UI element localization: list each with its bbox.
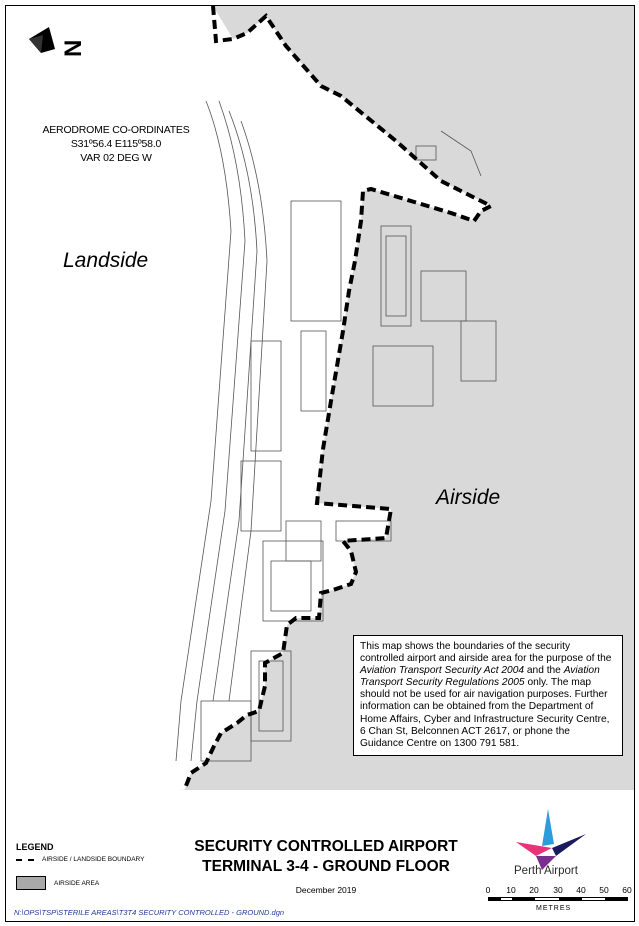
notice-text-2: and the xyxy=(524,665,564,677)
map-title-line-2: TERMINAL 3-4 - GROUND FLOOR xyxy=(202,858,450,875)
map-title-line-1: SECURITY CONTROLLED AIRPORT xyxy=(194,838,458,855)
legend-dash-swatch xyxy=(16,859,34,861)
scale-segment xyxy=(489,898,501,900)
airside-label: Airside xyxy=(436,486,501,509)
scale-ticks xyxy=(484,885,634,895)
north-label: N xyxy=(60,39,87,57)
notice-box xyxy=(353,635,623,756)
aerodrome-coordinates xyxy=(26,123,206,165)
map-date: December 2019 xyxy=(295,885,357,895)
scale-bar xyxy=(484,885,634,915)
legend-area-swatch xyxy=(16,876,46,890)
scale-segment xyxy=(605,898,628,900)
scale-tick: 0 xyxy=(485,885,491,895)
landside-label: Landside xyxy=(63,249,149,272)
scale-tick: 20 xyxy=(529,885,539,895)
legend-area-label: AIRSIDE AREA xyxy=(54,879,100,887)
legend-boundary-row xyxy=(16,856,144,863)
legend-boundary-label: AIRSIDE / LANDSIDE BOUNDARY xyxy=(42,856,145,863)
north-arrow-icon xyxy=(29,27,55,53)
scale-segment xyxy=(512,898,535,900)
legend-title: LEGEND xyxy=(16,842,54,852)
scale-unit: METRES xyxy=(536,905,572,912)
scale-tick: 50 xyxy=(599,885,609,895)
magnetic-variation: VAR 02 DEG W xyxy=(80,152,152,164)
file-path: N:\OPS\TSP\STERILE AREAS\T3T4 SECURITY CONTROLLED - GROUND.dgn xyxy=(14,908,285,917)
legend-area-row xyxy=(16,876,99,890)
coordinates-title: AERODROME CO-ORDINATES xyxy=(42,124,190,136)
title-block xyxy=(191,837,461,895)
notice-text-1: This map shows the boundaries of the security controlled airport and airside area for the purpose of the xyxy=(360,641,612,665)
footer-panel xyxy=(5,790,635,922)
coordinates-position: S31º56.4 E115º58.0 xyxy=(70,138,162,150)
scale-segment xyxy=(559,898,582,900)
scale-tick: 10 xyxy=(506,885,516,895)
scale-tick: 30 xyxy=(553,885,563,895)
notice-text-3: only. The map should not be used for air navigation purposes. Further information can be obtained from the Department of Home Affairs, Cyber and Infrastructure Security Centre, 6 Chan St, Belconnen ACT 2617, or phone the Guidance Centre on 1300 791 581. xyxy=(360,677,610,749)
logo-name: Perth Airport xyxy=(514,865,578,877)
notice-act: Aviation Transport Security Act 2004 xyxy=(360,665,525,677)
notice-regulations: Aviation Transport Security Regulations 2005 xyxy=(360,665,600,689)
scale-graduation xyxy=(488,897,628,901)
scale-tick: 60 xyxy=(622,885,632,895)
scale-tick: 40 xyxy=(576,885,586,895)
